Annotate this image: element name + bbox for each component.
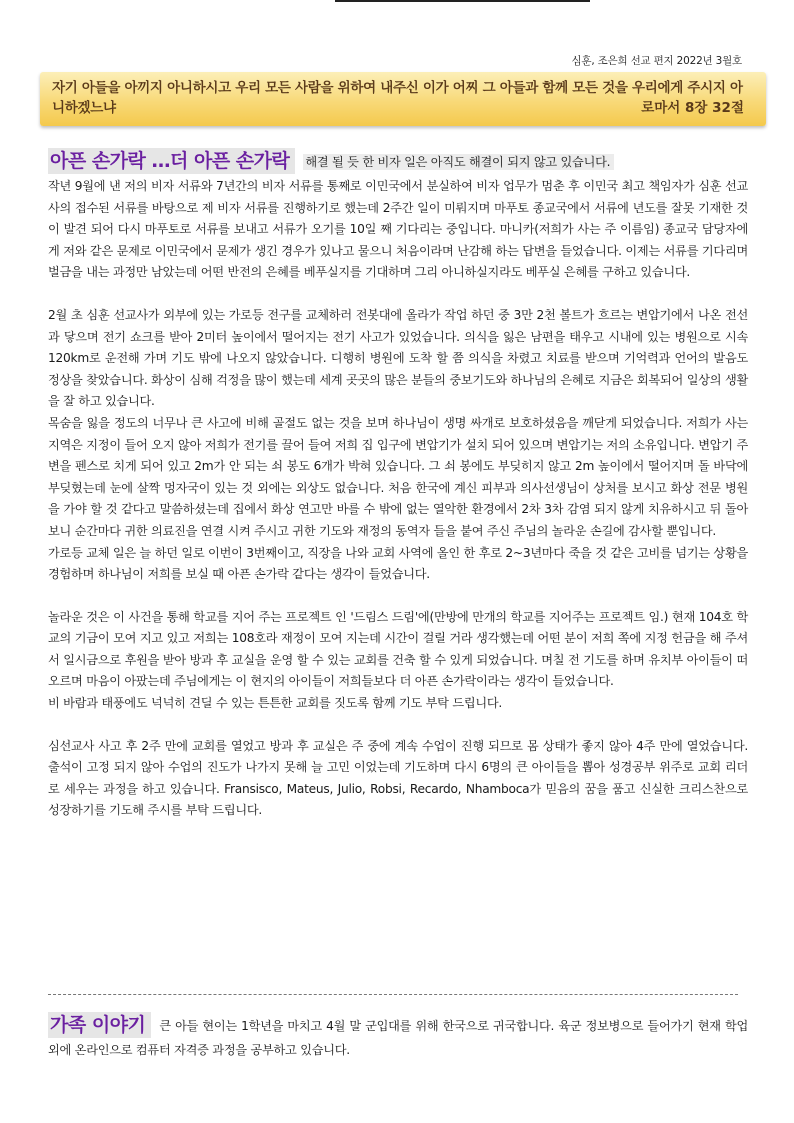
scripture-reference: 로마서 8장 32절	[641, 100, 744, 116]
scripture-banner	[40, 72, 766, 126]
letter-header: 심훈, 조은희 선교 편지 2022년 3월호	[571, 55, 742, 67]
paragraph-spacer	[48, 586, 748, 607]
paragraph-streetlight: 가로등 교체 일은 늘 하던 일로 이번이 3번째이고, 직장을 나와 교회 사역에 올인 한 후로 2~3년마다 죽을 것 같은 고비를 넘기는 상황을 경험하며 하나님이 저희를 보실 때 아픈 손가락 같다는 생각이 들었습니다.	[48, 545, 748, 582]
top-rule	[335, 0, 590, 2]
article-body	[48, 148, 748, 822]
paragraph-protection: 목숨을 잃을 정도의 너무나 큰 사고에 비해 골절도 없는 것을 보며 하나님이 생명 싸개로 보호하셨음을 깨닫게 되었습니다. 저희가 사는 지역은 지정이 들어 오지 않아 저희가 전기를 끌어 들여 저희 집 입구에 변압기가 설치 되어 있으며 변압기는 저의 소유입니다. 변압기 주변을 펜스로 치게 되어 있고 2m가 안 되는 쇠 봉도 6개가 박혀 있습니다. 그 쇠 봉에도 부딪히지 않고 2m 높이에서 떨어지며 돌 바닥에 부딪혔는데 눈에 살짝 멍자국이 있는 것 외에는 외상도 없습니다. 처음 한국에 계신 피부과 의사선생님이 상처를 보시고 화상 전문 병원을 가야 할 것 같다고 말씀하셨는데 집에서 화상 연고만 바를 수 밖에 없는 열악한 환경에서 2차 3차 감염 되지 않게 치유하시고 뒤 돌아 보니 순간마다 귀한 의료진을 연결 시켜 주시고 귀한 기도와 재정의 동역자 들을 붙여 주신 주님의 놀라운 손길에 감사할 뿐입니다.	[48, 415, 748, 538]
family-section	[48, 1012, 748, 1062]
scripture-text: 자기 아들을 아끼지 아니하시고 우리 모든 사람을 위하여 내주신 이가 어찌 그 아들과 함께 모든 것을 우리에게 주시지 아니하겠느냐	[52, 80, 743, 116]
paragraph-prayer-request: 비 바람과 태풍에도 넉넉히 견딜 수 있는 튼튼한 교회를 짓도록 함께 기도 부탁 드립니다.	[48, 696, 503, 711]
paragraph-class: 심선교사 사고 후 2주 만에 교회를 열었고 방과 후 교실은 주 중에 계속 수업이 진행 되므로 몸 상태가 좋지 않아 4주 만에 열었습니다. 출석이 고정 되지 않아 수업의 진도가 나가지 못해 늘 고민 이었는데 기도하며 다시 6명의 큰 아이들을 뽑아 성경공부 위주로 교회 리더로 세우는 과정을 하고 있습니다. Fransisco, Mateus, Julio, Robsi, Recardo, Nhamboca가 믿음의 꿈을 품고 신실한 크리스찬으로 성장하기를 기도해 주시를 부탁 드립니다.	[48, 738, 748, 818]
article-lead: 해결 될 듯 한 비자 일은 아직도 해결이 되지 않고 있습니다.	[303, 154, 614, 170]
section-divider	[48, 994, 738, 995]
paragraph-accident: 2월 초 심훈 선교사가 외부에 있는 가로등 전구를 교체하러 전봇대에 올라가 작업 하던 중 3만 2천 볼트가 흐르는 변압기에서 나온 전선과 닿으며 전기 쇼크를 받아 2미터 높이에서 떨어지는 전기 사고가 있었습니다. 의식을 잃은 남편을 태우고 시내에 있는 병원으로 시속 120km로 운전해 가며 기도 밖에 나오지 않았습니다. 디행히 병원에 도착 할 쯤 의식을 차렸고 치료를 받으며 기억력과 언어의 발음도 정상을 찾았습니다. 화상이 심해 걱정을 많이 했는데 세계 곳곳의 많은 분들의 중보기도와 하나님의 은혜로 지금은 회복되어 일상의 생활을 잘 하고 있습니다.	[48, 307, 748, 409]
paragraph-visa: 작년 9월에 낸 저의 비자 서류와 7년간의 비자 서류를 통째로 이민국에서 분실하여 비자 업무가 멈춘 후 이민국 최고 책임자가 심훈 선교사의 접수된 서류를 바탕으로 제 비자 서류를 진행하기로 했는데 2주간 일이 미뤄지며 마푸토 종교국에서 서류에 년도를 잘못 기재한 것이 발견 되어 다시 마푸토로 서류를 보내고 서류가 오기를 10일 째 기다리는 중입니다. 마니카(저희가 사는 주 이름임) 종교국 담당자에게 저와 같은 문제로 이민국에서 문제가 생긴 경우가 있나고 물으니 처음이라며 난감해 하는 답변을 들었습니다. 이제는 서류를 기다리며 벌금을 내는 과정만 남았는데 어떤 반전의 은혜를 베푸실지를 기대하며 그리 아니하실지라도 베푸실 은혜를 구하고 있습니다.	[48, 179, 748, 280]
paragraph-spacer	[48, 715, 748, 736]
article-title: 아픈 손가락 …더 아픈 손가락	[48, 148, 295, 174]
paragraph-spacer	[48, 284, 748, 305]
family-text: 큰 아들 현이는 1학년을 마치고 4월 말 군입대를 위해 한국으로 귀국합니다. 육군 정보병으로 들어가기 현재 학업 외에 온라인으로 컴퓨터 자격증 과정을 공부하고 있습니다.	[48, 1019, 748, 1057]
article-title-row	[48, 148, 748, 176]
paragraph-school-project: 놀라운 것은 이 사건을 통해 학교를 지어 주는 프로젝트 인 '드림스 드림'에(만방에 만개의 학교를 지어주는 프로젝트 임.) 현재 104호 학교의 기금이 모여 지고 있고 저희는 108호라 재정이 모여 지는데 시간이 걸릴 거라 생각했는데 어떤 분이 저희 쪽에 지정 헌금을 해 주셔서 일시금으로 후원을 받아 방과 후 교실을 운영 할 수 있는 교회를 건축 할 수 있게 되었습니다. 며칠 전 기도를 하며 유치부 아이들이 떠 오르며 마음이 아팠는데 주님에게는 이 현지의 아이들이 저희들보다 더 아픈 손가락이라는 생각이 들었습니다.	[48, 609, 748, 689]
family-title: 가족 이야기	[48, 1012, 151, 1038]
